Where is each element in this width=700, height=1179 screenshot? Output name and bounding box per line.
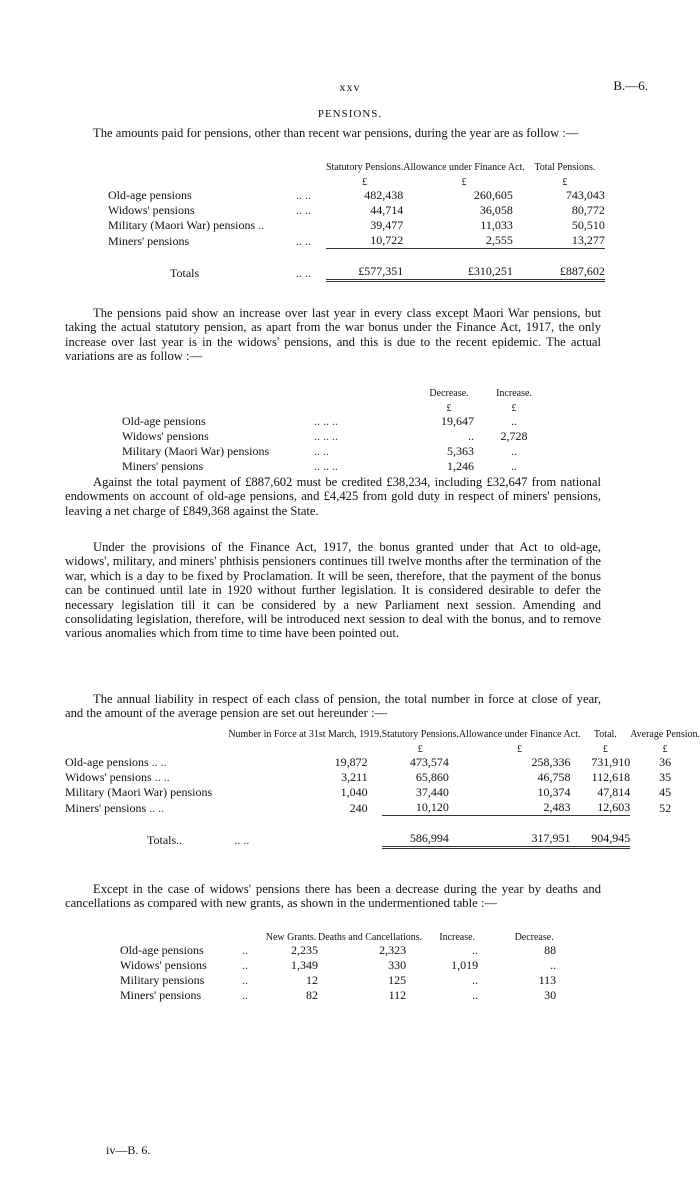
table-cell: 12,603 [597, 800, 631, 814]
table-cell: 47,814 [597, 785, 631, 799]
unit-label: £ [662, 744, 668, 755]
row-label: Totals [170, 265, 200, 280]
table-row [108, 203, 605, 218]
table-cell: 30 [544, 988, 557, 1002]
column-header: New Grants. [265, 932, 317, 943]
leader-dots: .. [242, 973, 248, 987]
table-cell: 11,033 [480, 218, 513, 232]
table-cell: 10,120 [415, 800, 449, 814]
row-label: Widows' pensions [120, 958, 207, 972]
leader-dots: .. [242, 958, 248, 972]
column-header: Decrease. [514, 932, 554, 943]
table-cell: 482,438 [364, 188, 404, 202]
table-cell: .. [472, 988, 479, 1002]
table-cell: 113 [538, 973, 557, 987]
table-row [122, 444, 554, 459]
table-cell: £887,602 [525, 264, 605, 281]
table-cell: 731,910 [591, 755, 631, 769]
table-row [120, 988, 576, 1003]
column-header: Deaths and Cancellations. [318, 932, 423, 943]
table-cell: 36 [659, 755, 672, 769]
annual-liability-table [65, 725, 700, 849]
row-label: Widows' pensions .. .. [65, 770, 170, 784]
row-label: Old-age pensions [122, 414, 206, 428]
table-cell: 5,363 [447, 444, 474, 458]
leader-dots: .. .. [234, 832, 250, 847]
row-label: Military pensions [120, 973, 205, 987]
row-label: Totals.. [147, 832, 183, 847]
leader-dots: .. .. .. [314, 429, 338, 443]
row-label: Old-age pensions .. .. [65, 755, 167, 769]
table-cell: 10,374 [537, 785, 571, 799]
table-cell: 35 [659, 770, 672, 784]
table-cell: £310,251 [403, 264, 525, 281]
table-row [65, 785, 700, 800]
column-header: Decrease. [429, 388, 469, 399]
page-footer: iv—B. 6. [106, 1143, 151, 1157]
pensions-paid-table [108, 158, 605, 282]
table-row [122, 414, 554, 429]
row-label: Military (Maori War) pensions [65, 785, 213, 799]
table-cell: 2,728 [500, 429, 528, 443]
leader-dots: .. [242, 988, 248, 1002]
column-header: Total. [593, 729, 617, 740]
column-header: Allowance under Finance Act. [403, 162, 525, 173]
column-header: Statutory Pensions. [326, 162, 404, 173]
table-row [120, 958, 576, 973]
table-total-row [65, 831, 700, 848]
table-row [120, 973, 576, 988]
table-cell: 19,647 [441, 414, 474, 428]
table-cell: 12 [306, 973, 318, 987]
leader-dots: .. .. [296, 265, 311, 280]
table-row [65, 800, 700, 816]
unit-label [228, 740, 381, 755]
table-cell: .. [472, 973, 479, 987]
grants-cancellations-table [120, 928, 576, 1003]
table-cell: 3,211 [341, 770, 368, 784]
paragraph-credits: Against the total payment of £887,602 must be credited £38,234, including £32,647 from national endowments on account of old-age pensions, and £4,425 from gold duty in respect of miners' pensions, leaving a net charge of £849,368 against the State. [65, 475, 601, 518]
table-cell: 46,758 [537, 770, 571, 784]
table-cell: 37,440 [415, 785, 449, 799]
column-header: Statutory Pensions. [381, 729, 459, 740]
unit-label: £ [562, 177, 568, 188]
table-row [65, 755, 700, 770]
row-label: Miners' pensions [122, 459, 204, 473]
table-cell: 52 [659, 800, 672, 815]
page-number: xxv [339, 80, 361, 94]
table-cell: 1,349 [291, 958, 318, 972]
table-row [65, 770, 700, 785]
unit-label: £ [602, 744, 608, 755]
table-cell: .. [468, 429, 474, 443]
row-label: Old-age pensions [108, 188, 192, 202]
table-cell: 65,860 [415, 770, 449, 784]
unit-label: £ [517, 744, 523, 755]
table-cell: 1,040 [340, 785, 368, 799]
column-header: Total Pensions. [534, 162, 596, 173]
row-label: Miners' pensions .. .. [65, 800, 165, 815]
table-row [122, 429, 554, 444]
row-label: Miners' pensions [120, 988, 202, 1002]
table-cell: 19,872 [334, 755, 368, 769]
column-header: Increase. [439, 932, 476, 943]
table-cell: .. [511, 414, 517, 428]
column-header: Increase. [496, 388, 532, 399]
table-cell: 1,246 [447, 459, 474, 473]
table-row [120, 943, 576, 958]
table-cell: 36,058 [479, 203, 513, 217]
leader-dots: .. [242, 943, 248, 957]
table-cell: 258,336 [531, 755, 571, 769]
table-cell: 586,994 [382, 831, 459, 848]
leader-dots: .. .. [296, 188, 311, 202]
table-cell: 317,951 [459, 831, 581, 848]
table-cell: 473,574 [409, 755, 449, 769]
leader-dots: .. .. [296, 233, 311, 248]
row-label: Old-age pensions [120, 943, 204, 957]
row-label: Miners' pensions [108, 233, 190, 248]
paragraph-finance-act: Under the provisions of the Finance Act, 1917, the bonus granted under that Act to old-age, widows', military, and miners' phthisis pensioners continues till twelve months after the termination of the war, which is a day to be fixed by Proclamation. It will be seen, therefore, that the payment of the bonus can be continued until late in 1920 without further legislation. It is considered desirable to defer the necessary legislation till it can be considered by a new Parliament next session. Amending and consolidating legislation, therefore, will be introduced next session to deal with the bonus, and to remove various anomalies which from time to time have been pointed out. [65, 540, 601, 641]
table-cell: 330 [388, 958, 407, 972]
table-cell: 743,043 [565, 188, 605, 202]
row-label: Military (Maori War) pensions [122, 444, 270, 458]
row-label: Military (Maori War) pensions .. [108, 218, 265, 232]
table-cell: 2,483 [543, 800, 571, 814]
table-row [108, 233, 605, 249]
table-cell: 2,555 [485, 233, 513, 247]
table-cell: 44,714 [370, 203, 404, 217]
table-cell: 2,323 [379, 943, 407, 957]
table-row [108, 188, 605, 203]
row-label: Widows' pensions [108, 203, 195, 217]
leader-dots: .. .. .. [314, 414, 338, 428]
unit-label: £ [461, 177, 467, 188]
paragraph-intro: The amounts paid for pensions, other than recent war pensions, during the year are as follow :— [93, 126, 579, 140]
paragraph-annual-liability: The annual liability in respect of each class of pension, the total number in force at close of year, and the amount of the average pension are set out hereunder :— [65, 692, 601, 721]
unit-label: £ [511, 403, 517, 414]
unit-label: £ [417, 744, 423, 755]
unit-label: £ [446, 403, 452, 414]
document-reference: B.—6. [613, 78, 648, 93]
table-cell: 88 [544, 943, 557, 957]
column-header: Average Pension. [630, 729, 700, 740]
table-cell: 240 [349, 800, 368, 815]
table-cell: .. [511, 444, 517, 458]
table-cell: 13,277 [571, 233, 605, 247]
table-cell: 112 [388, 988, 407, 1002]
table-cell: 10,722 [370, 233, 404, 247]
table-cell: 260,605 [473, 188, 513, 202]
table-row [108, 218, 605, 233]
table-cell: 39,477 [370, 218, 404, 232]
table-row [122, 459, 554, 474]
paragraph-grants: Except in the case of widows' pensions there has been a decrease during the year by deaths and cancellations as compared with new grants, as shown in the undermentioned table :— [65, 882, 601, 911]
table-cell: 2,235 [291, 943, 318, 957]
leader-dots: .. .. [314, 444, 329, 458]
column-header: Number in Force at 31st March, 1919. [228, 729, 382, 740]
table-cell: .. [550, 958, 557, 972]
table-cell: 112,618 [591, 770, 631, 784]
table-cell: 904,945 [581, 831, 631, 848]
table-cell: 82 [306, 988, 318, 1002]
table-cell: 80,772 [571, 203, 605, 217]
table-total-row [108, 264, 605, 281]
leader-dots: .. .. [296, 203, 311, 217]
variations-table [122, 384, 554, 474]
unit-label: £ [362, 177, 368, 188]
paragraph-variations: The pensions paid show an increase over last year in every class except Maori War pensions, but taking the actual statutory pension, as apart from the war bonus under the Finance Act, 1917, the only increase over last year is in the widows' pensions, and this is due to the recent epidemic. The actual variations are as follow :— [65, 306, 601, 364]
table-cell: 45 [659, 785, 672, 799]
table-cell: .. [511, 459, 517, 473]
section-title: PENSIONS. [317, 108, 383, 120]
table-cell: 50,510 [571, 218, 605, 232]
table-cell: 125 [388, 973, 407, 987]
table-cell: 1,019 [451, 958, 479, 972]
table-cell: .. [472, 943, 479, 957]
leader-dots: .. .. .. [314, 459, 338, 473]
table-cell: £577,351 [326, 264, 403, 281]
row-label: Widows' pensions [122, 429, 209, 443]
column-header: Allowance under Finance Act. [458, 729, 581, 740]
